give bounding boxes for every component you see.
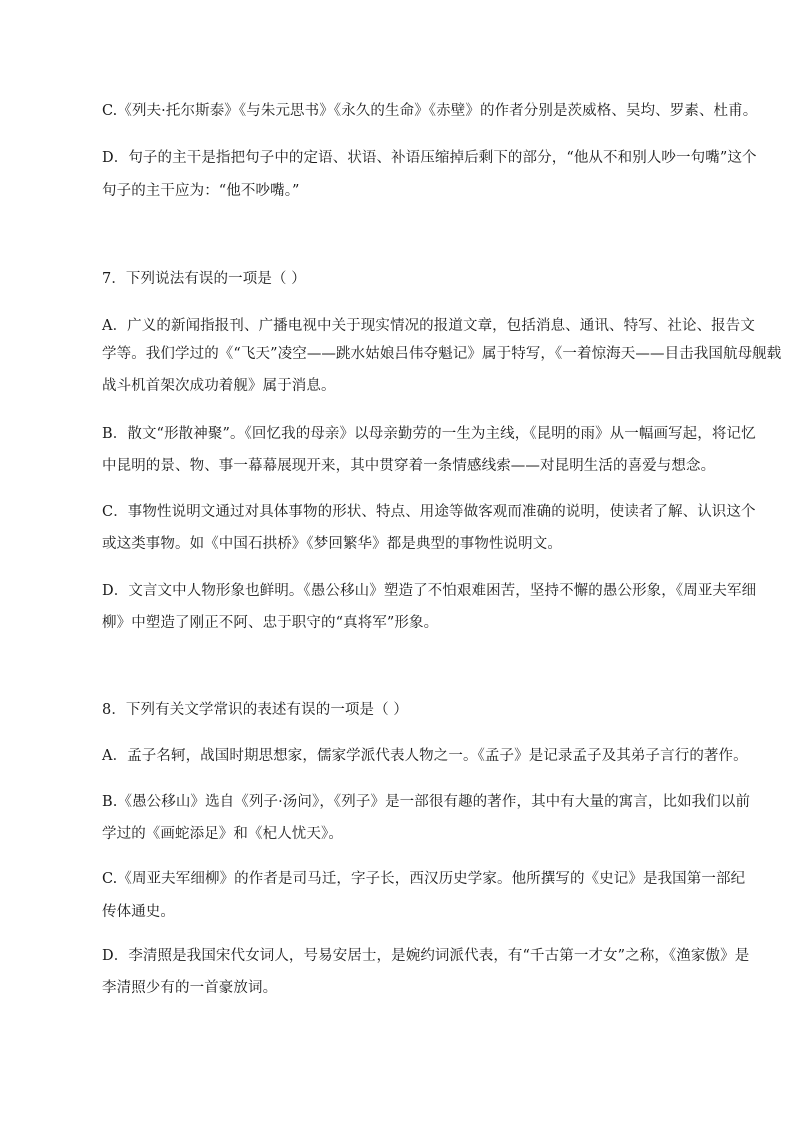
q7-option-b-line2: 中昆明的景、物、事一幕幕展现开来，其中贯穿着一条情感线索——对昆明生活的喜爱与想念。 [102,458,716,474]
q8-option-d-line2: 李清照少有的一首豪放词。 [102,980,278,996]
q6-option-d-line2: 句子的主干应为：“他不吵嘴。” [102,183,300,199]
q8-option-b-line2: 学过的《画蛇添足》和《杞人忧天》。 [102,826,343,842]
q6-option-c: C.《列夫·托尔斯泰》《与朱元思书》《永久的生命》《赤壁》的作者分别是茨威格、吴均、罗素、杜甫。 [102,103,758,119]
q8-option-b-line1: B.《愚公移山》选自《列子·汤问》，《列子》是一部很有趣的著作，其中有大量的寓言，比如我们以前 [102,794,751,810]
q7-option-c-line1: C．事物性说明文通过对具体事物的形状、特点、用途等做客观而准确的说明，使读者了解、认识这个 [102,504,756,520]
q8-title: 8．下列有关文学常识的表述有误的一项是（ ） [102,702,409,718]
q7-option-b-line1: B．散文“形散神聚”。《回忆我的母亲》以母亲勤劳的一生为主线，《昆明的雨》从一幅画写起，将记忆 [102,426,756,442]
q7-option-a-line3: 战斗机首架次成功着舰》属于消息。 [102,378,336,394]
q8-option-c-line1: C.《周亚夫军细柳》的作者是司马迁，字子长，西汉历史学家。他所撰写的《史记》是我国第一部纪 [102,871,746,887]
q7-option-c-line2: 或这类事物。如《中国石拱桥》《梦回繁华》都是典型的事物性说明文。 [102,536,562,552]
q7-option-d-line2: 柳》中塑造了刚正不阿、忠于职守的“真将军”形象。 [102,615,439,631]
q7-title: 7．下列说法有误的一项是（ ） [102,271,306,287]
q6-option-d-line1: D．句子的主干是指把句子中的定语、状语、补语压缩掉后剩下的部分，“他从不和别人吵一句嘴”这个 [102,150,757,166]
q8-option-d-line1: D．李清照是我国宋代女词人，号易安居士，是婉约词派代表，有“千古第一才女”之称，《渔家傲》是 [102,948,750,964]
q7-option-d-line1: D．文言文中人物形象也鲜明。《愚公移山》塑造了不怕艰难困苦，坚持不懈的愚公形象，《周亚夫军细 [102,583,757,599]
q8-option-a-line1: A．孟子名轲，战国时期思想家，儒家学派代表人物之一。《孟子》是记录孟子及其弟子言行的著作。 [102,748,748,764]
q8-option-c-line2: 传体通史。 [102,904,175,920]
q7-option-a-line1: A．广义的新闻指报刊、广播电视中关于现实情况的报道文章，包括消息、通讯、特写、社论、报告文 [102,318,755,334]
q7-option-a-line2: 学等。我们学过的《“飞天”凌空——跳水姑娘吕伟夺魁记》属于特写，《一着惊海天——目击我国航母舰载 [102,346,782,362]
